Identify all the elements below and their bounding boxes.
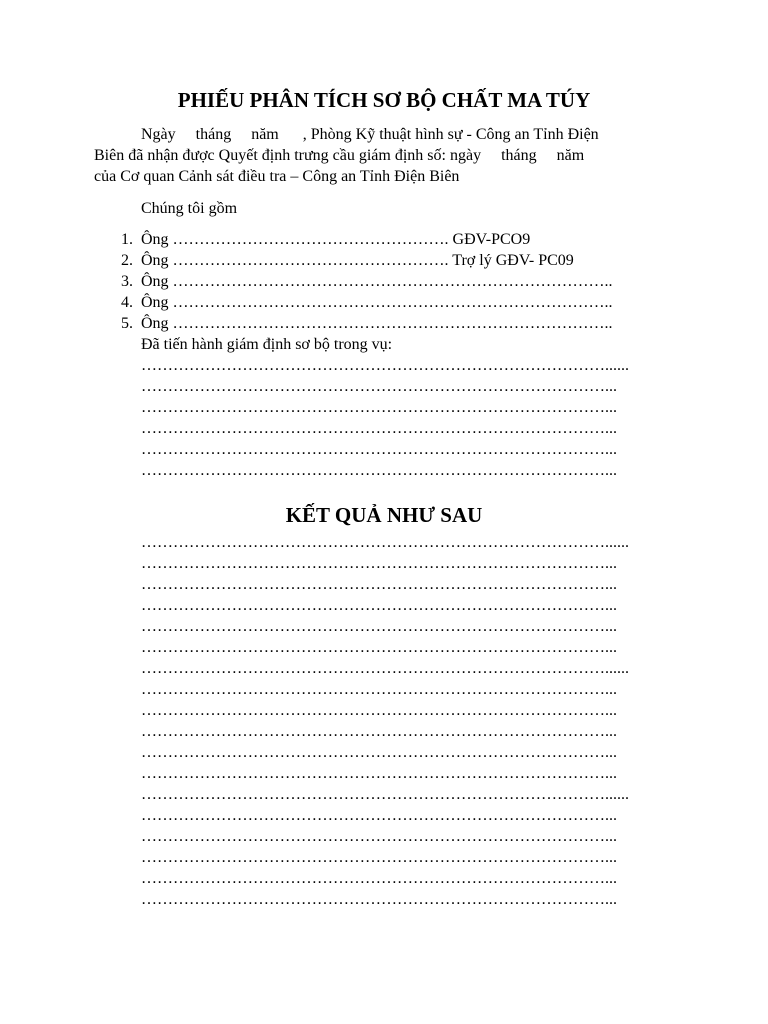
dotted-line: ……………………………………………………………………………... [141,399,617,416]
case-label: Đã tiến hành giám định sơ bộ trong vụ: [141,336,393,353]
document-title: PHIẾU PHÂN TÍCH SƠ BỘ CHẤT MA TÚY [177,88,591,112]
member-entry: Ông ……………………………………………. Trợ lý GĐV- PC09 [141,252,574,269]
dotted-line: ……………………………………………………………………………... [141,555,617,572]
intro-line-1: Ngày tháng năm , Phòng Kỹ thuật hình sự - Công an Tỉnh Điện [141,126,599,143]
member-number: 4. [121,294,133,311]
dotted-line: ……………………………………………………………………………...... [141,534,629,551]
dotted-line: ……………………………………………………………………………... [141,441,617,458]
dotted-line: ……………………………………………………………………………... [141,597,617,614]
dotted-line: ……………………………………………………………………………... [141,702,617,719]
members-label: Chúng tôi gồm [141,200,238,217]
dotted-line: ……………………………………………………………………………... [141,765,617,782]
member-number: 3. [121,273,133,290]
result-title: KẾT QUẢ NHƯ SAU [285,503,483,527]
dotted-line: ……………………………………………………………………………... [141,807,617,824]
member-entry: Ông ……………………………………………………………………….. [141,273,613,290]
member-entry: Ông ……………………………………………………………………….. [141,294,613,311]
dotted-line: ……………………………………………………………………………... [141,639,617,656]
member-entry: Ông ……………………………………………………………………….. [141,315,613,332]
dotted-line: ……………………………………………………………………………... [141,891,617,908]
dotted-line: ……………………………………………………………………………... [141,681,617,698]
member-number: 5. [121,315,133,332]
dotted-line: ……………………………………………………………………………... [141,723,617,740]
dotted-line: ……………………………………………………………………………...... [141,357,629,374]
member-entry: Ông ……………………………………………. GĐV-PCO9 [141,231,531,248]
dotted-line: ……………………………………………………………………………... [141,744,617,761]
dotted-line: ……………………………………………………………………………... [141,576,617,593]
dotted-line: ……………………………………………………………………………... [141,420,617,437]
dotted-line: ……………………………………………………………………………... [141,618,617,635]
intro-line-3: của Cơ quan Cảnh sát điều tra – Công an Tỉnh Điện Biên [94,168,460,185]
dotted-line: ……………………………………………………………………………... [141,828,617,845]
intro-line-2: Biên đã nhận được Quyết định trưng cầu giám định số: ngày tháng năm [94,147,585,164]
dotted-line: ……………………………………………………………………………... [141,378,617,395]
dotted-line: ……………………………………………………………………………... [141,870,617,887]
member-number: 1. [121,231,133,248]
dotted-line: ……………………………………………………………………………...... [141,786,629,803]
dotted-line: ……………………………………………………………………………... [141,849,617,866]
dotted-line: ……………………………………………………………………………... [141,462,617,479]
dotted-line: ……………………………………………………………………………...... [141,660,629,677]
member-number: 2. [121,252,133,269]
